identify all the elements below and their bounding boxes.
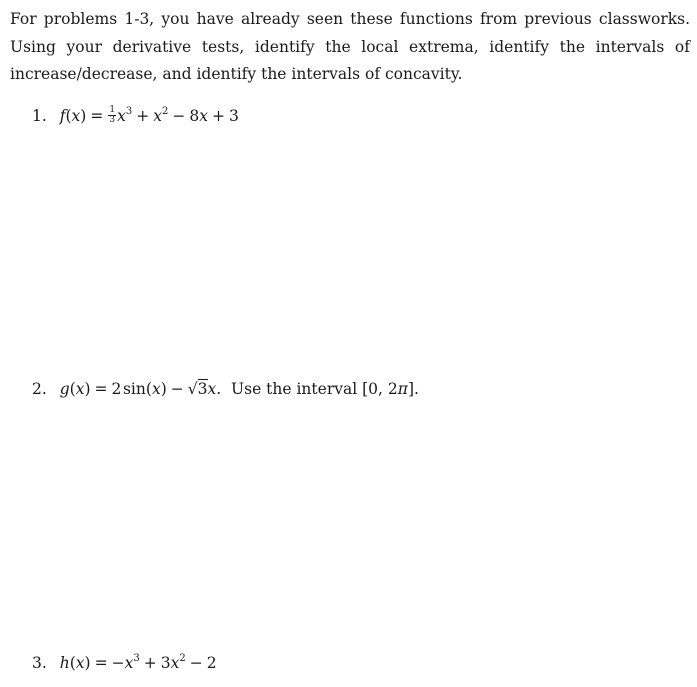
problem-3-coef2: 3 [160, 654, 171, 672]
problem-2-note: Use the interval [231, 380, 358, 398]
problem-3-var-a: x [124, 654, 134, 672]
problem-1-func-name: f [59, 107, 66, 125]
problem-3-var: x [75, 654, 85, 672]
problem-3-exp2: 2 [179, 652, 186, 664]
problem-1-exp3: 3 [125, 105, 133, 117]
problem-1-frac-num: 1 [109, 104, 116, 115]
problem-2-sqrt [188, 378, 208, 400]
problem-2-var: x [75, 380, 85, 398]
problem-2-interval-pi: π [397, 380, 408, 398]
problem-3-var-b: x [170, 654, 180, 672]
sqrt-radical-icon: √ [187, 380, 198, 398]
problem-1: 1. f(x) = $\frac{1}{3}$ $x^3 + x^2 - 8x + 3$ [32, 104, 239, 125]
problem-1-coef: 8 [189, 107, 200, 125]
instructions-paragraph: For problems 1-3, you have already seen these functions from previous classworks. Using your derivative tests, identify the local extrema, identify the intervals of increase/decrease, and identify the intervals of concavity. [10, 10, 690, 83]
problem-2-trig: sin [122, 380, 146, 398]
problem-2-func-name: g [59, 380, 70, 398]
problem-1-frac-den: 3 [109, 114, 116, 125]
problem-3-exp3: 3 [133, 652, 140, 664]
problem-2: 2. g(x) = 2 sin(x) − √3x. Use the interval [0, 2π]. [32, 380, 419, 398]
problem-3-number: 3. [32, 654, 47, 672]
problem-1-var-b: x [153, 107, 162, 125]
problem-2-coef: 2 [111, 380, 122, 398]
problem-1-number: 1. [32, 107, 47, 125]
problem-1-var-c: x [199, 107, 208, 125]
problem-1-fraction [108, 106, 116, 125]
problem-2-interval-start: 0 [368, 380, 379, 398]
problem-1-const: 3 [228, 107, 239, 125]
problem-3: 3. $h(x) = -x^3 + 3x^2 - 2$ [32, 652, 217, 672]
problem-1-var: x [71, 107, 81, 125]
problem-3-func-name: h [59, 654, 70, 672]
problem-1-exp2: 2 [161, 105, 169, 117]
problem-2-var-a: x [151, 380, 161, 398]
problem-2-var-b: x [207, 380, 217, 398]
problem-3-const: 2 [206, 654, 217, 672]
problem-2-sqrt-arg: 3 [197, 380, 208, 398]
problem-2-interval-coef: 2 [387, 380, 398, 398]
problem-1-var-a: x [117, 107, 126, 125]
problem-2-number: 2. [32, 380, 47, 398]
